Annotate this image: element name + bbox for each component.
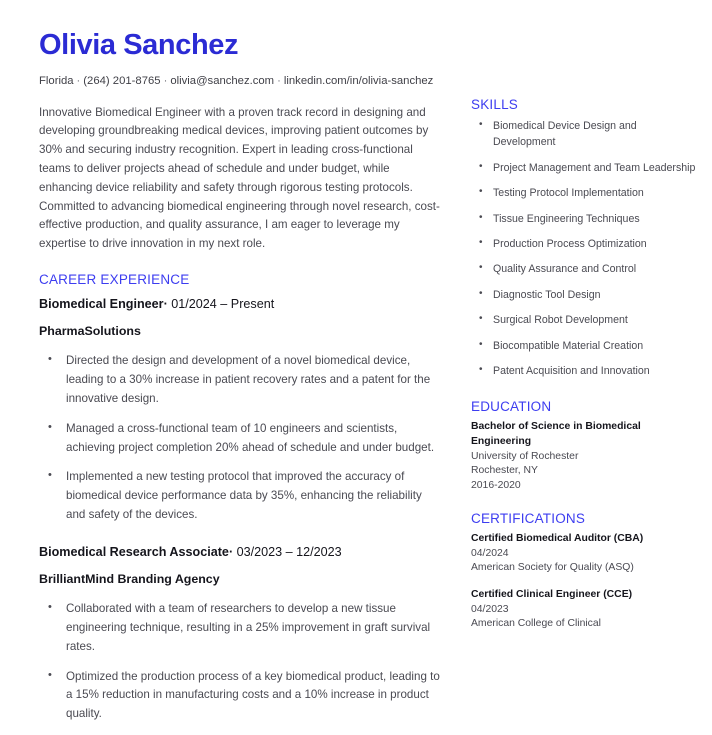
job-heading bbox=[39, 296, 443, 312]
list-item: • Diagnostic Tool Design bbox=[471, 287, 699, 303]
skills-list bbox=[471, 118, 699, 379]
education-school: University of Rochester bbox=[471, 450, 579, 462]
certification-name: Certified Clinical Engineer (CCE) bbox=[471, 588, 633, 600]
contact-email[interactable]: olivia@sanchez.com bbox=[170, 74, 275, 87]
list-item: • Quality Assurance and Control bbox=[471, 261, 699, 277]
education-degree: Bachelor of Science in Biomedical Engineering bbox=[471, 421, 641, 448]
job-bullet-list bbox=[39, 352, 443, 524]
job-company: BrilliantMind Branding Agency bbox=[39, 572, 220, 587]
contact-phone: (264) 201-8765 bbox=[83, 74, 161, 87]
resume-sidebar-column bbox=[471, 97, 699, 644]
section-header-skills: SKILLS bbox=[471, 97, 518, 112]
list-item: • Project Management and Team Leadership bbox=[471, 160, 699, 176]
contact-linkedin[interactable]: linkedin.com/in/olivia-sanchez bbox=[283, 74, 434, 87]
list-item: • Collaborated with a team of researchers to develop a new tissue engineering technique, resulting in a 25% improvement in graft survival rates. bbox=[39, 600, 443, 656]
certification-entry bbox=[471, 532, 699, 576]
contact-separator-1: · bbox=[76, 74, 81, 87]
experience-entry bbox=[39, 296, 443, 525]
job-title: Biomedical Research Associate bbox=[39, 544, 229, 559]
list-item: • Optimized the production process of a key biomedical product, leading to a 15% reduction in manufacturing costs and a 10% increase in product quality. bbox=[39, 668, 443, 724]
list-item: • Managed a cross-functional team of 10 engineers and scientists, achieving project completion 20% ahead of schedule and under budget. bbox=[39, 420, 443, 458]
job-bullet-list bbox=[39, 600, 443, 724]
certification-issuer: American Society for Quality (ASQ) bbox=[471, 562, 634, 574]
education-entry bbox=[471, 420, 699, 493]
job-dates: 03/2023 – 12/2023 bbox=[236, 544, 342, 559]
list-item: • Tissue Engineering Techniques bbox=[471, 211, 699, 227]
contact-separator-2: · bbox=[163, 74, 168, 87]
certification-name: Certified Biomedical Auditor (CBA) bbox=[471, 533, 644, 545]
education-location: Rochester, NY bbox=[471, 465, 538, 477]
job-dates: 01/2024 – Present bbox=[171, 296, 275, 311]
job-title: Biomedical Engineer bbox=[39, 296, 164, 311]
list-item: • Directed the design and development of a novel biomedical device, leading to a 30% increase in patient recovery rates and a patent for the innovative design. bbox=[39, 352, 443, 408]
list-item: • Patent Acquisition and Innovation bbox=[471, 363, 699, 379]
list-item: • Surgical Robot Development bbox=[471, 312, 699, 328]
section-header-experience: CAREER EXPERIENCE bbox=[39, 271, 190, 287]
list-item: • Production Process Optimization bbox=[471, 236, 699, 252]
job-heading bbox=[39, 544, 443, 560]
professional-summary: Innovative Biomedical Engineer with a proven track record in designing and developing groundbreaking medical devices, improving patient outcomes by 30% and securing industry recognition. Expert in leading cross-functional teams to deliver projects ahead of schedule and under budget, while enhancing device reliability and safety through rigorous testing protocols. Committed to advancing biomedical engineering through novel research, cost-effective production, and quality assurance, I am eager to leverage my expertise to drive innovation in my next role. bbox=[39, 105, 440, 251]
list-item: • Biocompatible Material Creation bbox=[471, 338, 699, 354]
page-title: Olivia Sanchez bbox=[39, 29, 239, 61]
job-separator: · bbox=[163, 296, 168, 311]
contact-line bbox=[39, 74, 443, 90]
section-header-certifications: CERTIFICATIONS bbox=[471, 511, 586, 527]
education-dates: 2016-2020 bbox=[471, 479, 521, 491]
certification-issuer: American College of Clinical bbox=[471, 618, 601, 630]
certification-date: 04/2023 bbox=[471, 603, 509, 615]
certification-entry bbox=[471, 588, 699, 632]
list-item: • Testing Protocol Implementation bbox=[471, 185, 699, 201]
list-item: • Implemented a new testing protocol that improved the accuracy of biomedical device performance data by 35%, enhancing the reliability and safety of the devices. bbox=[39, 468, 443, 524]
list-item: • Biomedical Device Design and Development bbox=[471, 118, 699, 151]
section-header-education: EDUCATION bbox=[471, 399, 552, 415]
job-company: PharmaSolutions bbox=[39, 324, 141, 339]
contact-separator-3: · bbox=[277, 74, 281, 87]
contact-location: Florida bbox=[39, 74, 74, 87]
job-separator: · bbox=[228, 544, 234, 559]
experience-entry bbox=[39, 544, 443, 724]
certification-date: 04/2024 bbox=[471, 547, 509, 559]
resume-main-column bbox=[39, 30, 443, 735]
